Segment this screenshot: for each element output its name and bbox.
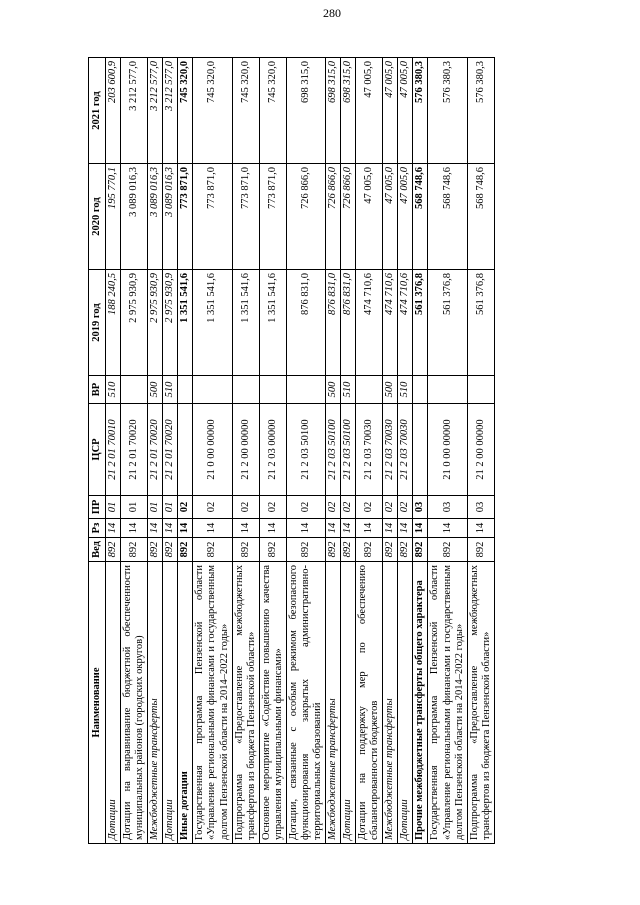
cell-vr <box>413 376 428 404</box>
table-row <box>121 58 148 844</box>
cell-csr: 21 2 03 70030 <box>356 404 383 496</box>
cell-vr: 510 <box>163 376 178 404</box>
cell-rz: 14 <box>259 519 286 538</box>
table-row <box>398 58 413 844</box>
cell-year-2021: 3 212 577,0 <box>121 58 148 164</box>
cell-name: Основное мероприятие «Содействие повышению качества управления муниципальными финансами» <box>259 562 286 844</box>
budget-table <box>88 57 495 844</box>
cell-year-2021: 745 320,0 <box>259 58 286 164</box>
cell-name: Подпрограмма «Предоставление межбюджетных трансфертов из бюджета Пензенской области» <box>467 562 494 844</box>
cell-rz: 14 <box>428 519 467 538</box>
cell-ved: 892 <box>398 538 413 562</box>
cell-year-2019: 876 831,0 <box>286 270 325 376</box>
cell-ved: 892 <box>259 538 286 562</box>
cell-pr: 02 <box>286 496 325 519</box>
rotated-table-container <box>88 58 593 844</box>
cell-vr: 500 <box>326 376 341 404</box>
cell-year-2020: 773 871,0 <box>193 164 232 270</box>
cell-year-2019: 1 351 541,6 <box>178 270 193 376</box>
cell-pr: 01 <box>106 496 121 519</box>
column-header-name: Наименование <box>89 562 106 844</box>
table-header-row <box>89 58 106 844</box>
cell-pr: 01 <box>121 496 148 519</box>
cell-csr: 21 0 00 00000 <box>428 404 467 496</box>
cell-csr: 21 2 03 50100 <box>286 404 325 496</box>
column-header-year-2020: 2020 год <box>89 164 106 270</box>
cell-ved: 892 <box>383 538 398 562</box>
cell-ved: 892 <box>193 538 232 562</box>
table-row <box>467 58 494 844</box>
cell-rz: 14 <box>106 519 121 538</box>
cell-csr: 21 2 03 50100 <box>326 404 341 496</box>
table-row <box>428 58 467 844</box>
cell-vr <box>121 376 148 404</box>
cell-vr: 500 <box>383 376 398 404</box>
cell-ved: 892 <box>428 538 467 562</box>
cell-name: Иные дотации <box>178 562 193 844</box>
page-number: 280 <box>323 6 341 20</box>
cell-year-2019: 561 376,8 <box>413 270 428 376</box>
cell-name: Дотации <box>341 562 356 844</box>
cell-csr: 21 2 03 00000 <box>259 404 286 496</box>
cell-pr: 03 <box>467 496 494 519</box>
cell-year-2019: 188 240,5 <box>106 270 121 376</box>
cell-year-2020: 3 089 016,3 <box>163 164 178 270</box>
cell-rz: 14 <box>326 519 341 538</box>
cell-ved: 892 <box>121 538 148 562</box>
cell-rz: 14 <box>193 519 232 538</box>
column-header-vr: ВР <box>89 376 106 404</box>
cell-ved: 892 <box>232 538 259 562</box>
cell-year-2021: 698 315,0 <box>326 58 341 164</box>
cell-year-2021: 576 380,3 <box>413 58 428 164</box>
cell-year-2021: 698 315,0 <box>341 58 356 164</box>
cell-rz: 14 <box>356 519 383 538</box>
cell-name: Дотации <box>398 562 413 844</box>
cell-year-2021: 47 005,0 <box>356 58 383 164</box>
cell-year-2021: 576 380,3 <box>428 58 467 164</box>
cell-vr: 510 <box>341 376 356 404</box>
cell-pr: 02 <box>232 496 259 519</box>
cell-vr: 510 <box>398 376 413 404</box>
cell-year-2021: 203 600,9 <box>106 58 121 164</box>
cell-year-2020: 568 748,6 <box>413 164 428 270</box>
cell-ved: 892 <box>148 538 163 562</box>
cell-ved: 892 <box>178 538 193 562</box>
cell-vr <box>193 376 232 404</box>
cell-vr <box>286 376 325 404</box>
cell-year-2020: 47 005,0 <box>398 164 413 270</box>
cell-ved: 892 <box>341 538 356 562</box>
cell-year-2019: 561 376,8 <box>428 270 467 376</box>
cell-pr: 02 <box>326 496 341 519</box>
cell-year-2019: 1 351 541,6 <box>259 270 286 376</box>
cell-csr: 21 2 00 00000 <box>232 404 259 496</box>
cell-year-2020: 568 748,6 <box>467 164 494 270</box>
table-row <box>193 58 232 844</box>
cell-ved: 892 <box>106 538 121 562</box>
cell-year-2020: 726 866,0 <box>326 164 341 270</box>
cell-rz: 14 <box>467 519 494 538</box>
cell-ved: 892 <box>413 538 428 562</box>
cell-pr: 02 <box>356 496 383 519</box>
cell-year-2019: 2 975 930,9 <box>163 270 178 376</box>
cell-name: Межбюджетные трансферты <box>148 562 163 844</box>
cell-rz: 14 <box>148 519 163 538</box>
table-body <box>106 58 495 844</box>
cell-year-2020: 726 866,0 <box>341 164 356 270</box>
cell-year-2019: 561 376,8 <box>467 270 494 376</box>
cell-csr: 21 2 01 70020 <box>163 404 178 496</box>
column-header-year-2021: 2021 год <box>89 58 106 164</box>
cell-ved: 892 <box>286 538 325 562</box>
cell-name: Межбюджетные трансферты <box>383 562 398 844</box>
cell-rz: 14 <box>341 519 356 538</box>
cell-csr: 21 0 00 00000 <box>193 404 232 496</box>
cell-pr: 02 <box>193 496 232 519</box>
cell-year-2019: 876 831,0 <box>341 270 356 376</box>
cell-pr: 02 <box>383 496 398 519</box>
cell-year-2021: 3 212 577,0 <box>163 58 178 164</box>
cell-year-2020: 3 089 016,3 <box>121 164 148 270</box>
cell-name: Прочие межбюджетные трансферты общего характера <box>413 562 428 844</box>
cell-year-2021: 745 320,0 <box>193 58 232 164</box>
cell-name: Дотации на поддержку мер по обеспечению сбалансированности бюджетов <box>356 562 383 844</box>
cell-name: Дотации <box>106 562 121 844</box>
cell-year-2019: 876 831,0 <box>326 270 341 376</box>
cell-csr: 21 2 03 70030 <box>383 404 398 496</box>
column-header-year-2019: 2019 год <box>89 270 106 376</box>
cell-pr: 02 <box>341 496 356 519</box>
cell-csr: 21 2 01 70010 <box>106 404 121 496</box>
cell-vr <box>178 376 193 404</box>
cell-rz: 14 <box>383 519 398 538</box>
cell-year-2021: 698 315,0 <box>286 58 325 164</box>
cell-name: Дотации на выравнивание бюджетной обеспеченности муниципальных районов (городских округов) <box>121 562 148 844</box>
table-row <box>286 58 325 844</box>
cell-name: Дотации <box>163 562 178 844</box>
cell-pr: 03 <box>428 496 467 519</box>
cell-year-2021: 576 380,3 <box>467 58 494 164</box>
cell-year-2019: 474 710,6 <box>383 270 398 376</box>
cell-pr: 01 <box>148 496 163 519</box>
cell-year-2020: 773 871,0 <box>232 164 259 270</box>
cell-ved: 892 <box>163 538 178 562</box>
column-header-rz: Рз <box>89 519 106 538</box>
cell-year-2019: 2 975 930,9 <box>148 270 163 376</box>
cell-pr: 03 <box>413 496 428 519</box>
table-row <box>163 58 178 844</box>
cell-csr: 21 2 03 50100 <box>341 404 356 496</box>
cell-name: Государственная программа Пензенской области «Управление региональными финансами и государственным долгом Пензенской области на 2014–2022 годы» <box>193 562 232 844</box>
cell-vr <box>467 376 494 404</box>
cell-year-2021: 47 005,0 <box>398 58 413 164</box>
cell-rz: 14 <box>286 519 325 538</box>
cell-year-2021: 3 212 577,0 <box>148 58 163 164</box>
cell-name: Межбюджетные трансферты <box>326 562 341 844</box>
cell-year-2021: 745 320,0 <box>232 58 259 164</box>
cell-year-2019: 474 710,6 <box>398 270 413 376</box>
cell-vr <box>356 376 383 404</box>
cell-pr: 01 <box>163 496 178 519</box>
cell-name: Подпрограмма «Предоставление межбюджетных трансфертов из бюджета Пензенской области» <box>232 562 259 844</box>
cell-pr: 02 <box>259 496 286 519</box>
cell-ved: 892 <box>326 538 341 562</box>
table-row <box>259 58 286 844</box>
cell-year-2020: 47 005,0 <box>356 164 383 270</box>
cell-vr <box>259 376 286 404</box>
cell-csr <box>413 404 428 496</box>
cell-year-2020: 726 866,0 <box>286 164 325 270</box>
cell-vr: 500 <box>148 376 163 404</box>
cell-csr: 21 2 01 70020 <box>148 404 163 496</box>
cell-pr: 02 <box>178 496 193 519</box>
column-header-ved: Вед <box>89 538 106 562</box>
table-row <box>178 58 193 844</box>
cell-year-2020: 47 005,0 <box>383 164 398 270</box>
cell-year-2019: 1 351 541,6 <box>232 270 259 376</box>
cell-year-2020: 568 748,6 <box>428 164 467 270</box>
cell-year-2019: 1 351 541,6 <box>193 270 232 376</box>
table-row <box>356 58 383 844</box>
cell-rz: 14 <box>398 519 413 538</box>
cell-vr <box>428 376 467 404</box>
cell-rz: 14 <box>163 519 178 538</box>
cell-ved: 892 <box>467 538 494 562</box>
cell-year-2020: 3 089 016,3 <box>148 164 163 270</box>
cell-vr: 510 <box>106 376 121 404</box>
cell-ved: 892 <box>356 538 383 562</box>
table-row <box>413 58 428 844</box>
cell-rz: 14 <box>413 519 428 538</box>
cell-vr <box>232 376 259 404</box>
table-row <box>106 58 121 844</box>
column-header-pr: ПР <box>89 496 106 519</box>
cell-name: Дотации, связанные с особым режимом безопасного функционирования закрытых административно-территориальных образований <box>286 562 325 844</box>
table-row <box>232 58 259 844</box>
cell-year-2019: 474 710,6 <box>356 270 383 376</box>
cell-csr: 21 2 01 70020 <box>121 404 148 496</box>
cell-year-2019: 2 975 930,9 <box>121 270 148 376</box>
cell-rz: 14 <box>232 519 259 538</box>
table-row <box>148 58 163 844</box>
column-header-csr: ЦСР <box>89 404 106 496</box>
cell-csr: 21 2 00 00000 <box>467 404 494 496</box>
cell-year-2020: 195 770,1 <box>106 164 121 270</box>
table-row <box>326 58 341 844</box>
table-row <box>383 58 398 844</box>
cell-csr: 21 2 03 70030 <box>398 404 413 496</box>
cell-year-2021: 47 005,0 <box>383 58 398 164</box>
cell-name: Государственная программа Пензенской области «Управление региональными финансами и государственным долгом Пензенской области на 2014–2022 годы» <box>428 562 467 844</box>
cell-csr <box>178 404 193 496</box>
cell-rz: 14 <box>121 519 148 538</box>
cell-year-2020: 773 871,0 <box>259 164 286 270</box>
cell-year-2020: 773 871,0 <box>178 164 193 270</box>
table-row <box>341 58 356 844</box>
cell-pr: 02 <box>398 496 413 519</box>
cell-year-2021: 745 320,0 <box>178 58 193 164</box>
cell-rz: 14 <box>178 519 193 538</box>
